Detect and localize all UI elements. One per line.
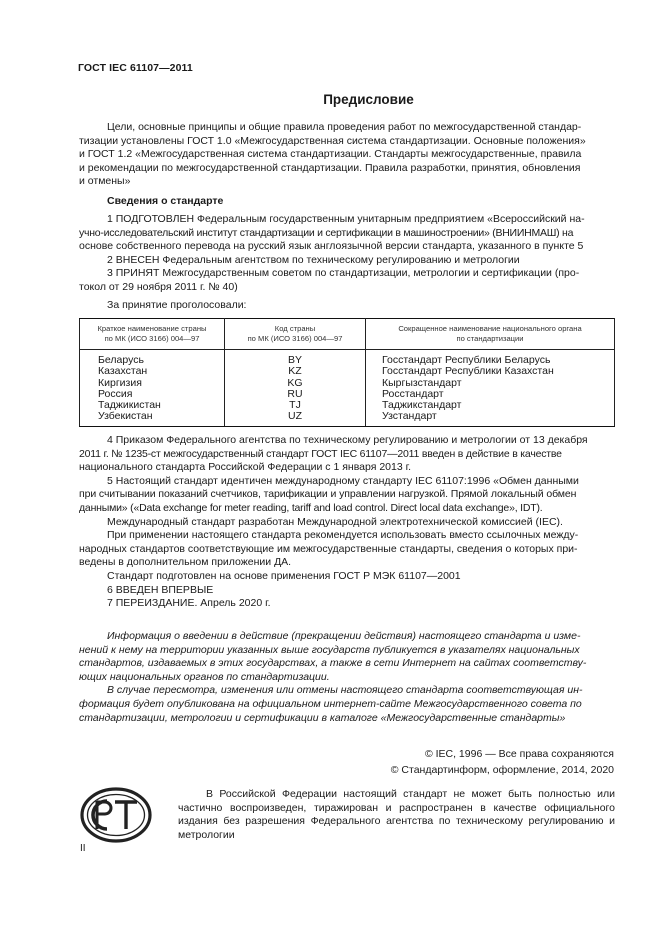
info-item-3-line: 3 ПРИНЯТ Межгосударственным советом по стандартизации, метрологии и сертификации (про-	[107, 267, 580, 280]
info-item-1-line: основе собственного перевода на русский язык англоязычной версии стандарта, указанного в пункте 5	[79, 240, 584, 253]
body-cell: Госстандарт Республики Казахстан	[382, 365, 554, 378]
header-body-line: Сокращенное наименование национального органа	[398, 324, 582, 333]
item-5-line: данными» («Data exchange for meter reading, tariff and load control. Direct local data exchange», IDT).	[79, 501, 543, 514]
item-4-line: 4 Приказом Федерального агентства по техническому регулированию и метрологии от 13 декабря	[107, 434, 588, 446]
note-2-line: В случае пересмотра, изменения или отмены настоящего стандарта соответствующая ин-	[107, 684, 583, 697]
basis-line: Стандарт подготовлен на основе применения ГОСТ Р МЭК 61107—2001	[107, 569, 461, 582]
intro-line: и ГОСТ 1.2 «Межгосударственная система стандартизации. Стандарты межгосударственные, правила	[79, 148, 582, 161]
note-2-line: формация будет опубликована на официальном интернет-сайте Межгосударственного совета по	[79, 697, 582, 710]
iec-line: Международный стандарт разработан Международной электротехнической комиссией (IEC).	[107, 515, 563, 528]
country-cell: Киргизия	[98, 376, 142, 389]
item-5-line: 5 Настоящий стандарт идентичен международному стандарту IEC 61107:1996 «Обмен данными	[107, 474, 579, 487]
note-1-line: ющих национальных органов по стандартизации.	[79, 670, 330, 683]
item-5-line: при считывании показаний счетчиков, тарификации и управлении нагрузкой. Прямой локальный обмен	[79, 488, 577, 501]
intro-line: Цели, основные принципы и общие правила проведения работ по межгосударственной стандар-	[107, 121, 582, 133]
info-items	[79, 213, 615, 295]
refs-line: народных стандартов соответствующие им межгосударственные стандарты, сведения о которых при-	[79, 542, 578, 555]
page-title	[0, 92, 661, 107]
refs-line: При применении настоящего стандарта рекомендуется использовать вместо ссылочных между-	[107, 529, 579, 542]
copyright-line: © IEC, 1996 — Все права сохраняются	[424, 748, 614, 760]
rst-certification-mark-icon	[79, 786, 153, 844]
note-1-line: Информация о введении в действие (прекращении действия) настоящего стандарта и изме-	[107, 630, 581, 642]
header-body	[366, 319, 615, 350]
body-cell: Росстандарт	[382, 387, 444, 400]
code-cell: RU	[287, 387, 303, 400]
refs-line: ведены в дополнительном приложении ДА.	[79, 556, 292, 569]
reproduction-notice: В Российской Федерации настоящий стандарт не может быть полностью или частично воспроизведен, тиражирован и распространен в качестве официального издания без разрешения Федерального агентства по техническому регулированию и метрологии	[178, 788, 615, 841]
item-4-line: национального стандарта Российской Федерации с 1 января 2013 г.	[79, 461, 412, 474]
page-title-text: Предисловие	[323, 92, 414, 107]
country-cell: Узбекистан	[98, 410, 153, 423]
country-cell: Россия	[98, 387, 133, 400]
code-column	[225, 350, 366, 427]
voting-table	[79, 318, 615, 427]
header-code	[225, 319, 366, 350]
intro-line: тизации установлены ГОСТ 1.0 «Межгосударственная система стандартизации. Основные положения»	[79, 134, 586, 147]
country-cell: Казахстан	[98, 365, 148, 378]
document-header: ГОСТ IEC 61107—2011	[78, 62, 193, 74]
voted-label: За принятие проголосовали:	[107, 299, 247, 311]
item-6-line: 6 ВВЕДЕН ВПЕРВЫЕ	[107, 583, 214, 596]
note-1-line: нений к нему на территории указанных выше государств публикуется в указателях национальных	[79, 643, 580, 656]
info-item-2-line: 2 ВНЕСЕН Федеральным агентством по техническому регулированию и метрологии	[107, 253, 520, 266]
italic-notes	[79, 630, 615, 725]
intro-line: и рекомендации по межгосударственной стандартизации. Правила разработки, принятия, обновления	[79, 161, 581, 174]
header-code-line: Код страны	[274, 324, 316, 333]
items-after	[79, 434, 615, 611]
body-column	[366, 350, 615, 427]
code-cell: KG	[287, 376, 303, 389]
intro-line: и отмены»	[79, 175, 131, 188]
body-cell: Таджикстандарт	[382, 399, 462, 412]
note-1-line: стандартов, издаваемых в этих государствах, а также в сети Интернет на сайтах соответству-	[79, 657, 587, 670]
intro-paragraph	[79, 121, 615, 189]
country-cell: Таджикистан	[98, 399, 161, 412]
body-cell: Госстандарт Республики Беларусь	[382, 354, 551, 366]
country-column	[80, 350, 225, 427]
copyright-line: © Стандартинформ, оформление, 2014, 2020	[390, 764, 614, 776]
info-item-1-line: 1 ПОДГОТОВЛЕН Федеральным государственным унитарным предприятием «Всероссийский на-	[107, 213, 585, 225]
header-country-line: по МК (ИСО 3166) 004—97	[104, 334, 200, 343]
code-cell: BY	[287, 354, 302, 366]
page-number: II	[80, 843, 86, 854]
note-2-line: стандартизации, метрологии и сертификации в каталоге «Межгосударственные стандарты»	[79, 711, 566, 724]
info-item-3-line: токол от 29 ноября 2011 г. № 40)	[79, 280, 238, 293]
code-cell: TJ	[289, 399, 301, 412]
header-country-line: Краткое наименование страны	[97, 324, 207, 333]
table-header-row	[80, 319, 615, 350]
copyright-block	[391, 746, 614, 778]
code-cell: UZ	[288, 410, 302, 423]
header-body-line: по стандартизации	[456, 334, 524, 343]
country-cell: Беларусь	[98, 354, 144, 366]
info-heading: Сведения о стандарте	[107, 195, 224, 207]
table-row	[80, 350, 615, 427]
item-7-line: 7 ПЕРЕИЗДАНИЕ. Апрель 2020 г.	[107, 597, 271, 610]
body-cell: Узстандарт	[382, 410, 437, 423]
header-country	[80, 319, 225, 350]
header-code-line: по МК (ИСО 3166) 004—97	[247, 334, 343, 343]
body-cell: Кыргызстандарт	[382, 376, 462, 389]
item-4-line: 2011 г. № 1235-ст межгосударственный стандарт ГОСТ IEC 61107—2011 введен в действие в качестве	[79, 447, 562, 460]
info-item-1-line: учно-исследовательский институт стандартизации и сертификации в машиностроении» (ВНИИНМАШ) на	[79, 226, 574, 239]
code-cell: KZ	[288, 365, 302, 378]
